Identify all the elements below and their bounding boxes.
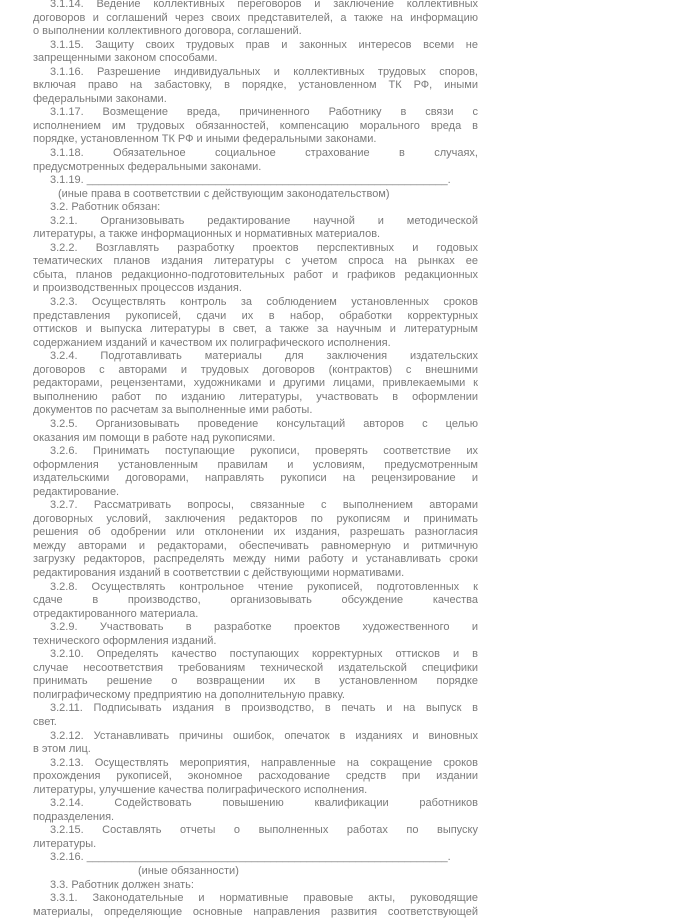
document-line: 3.2.4. Подготавливать материалы для заключения издательских: [50, 350, 478, 363]
document-line: литературы.: [33, 837, 97, 850]
document-line: выполнению работ по изданию литературы, участвовать в оформлении: [33, 390, 478, 403]
document-line: о выполнении коллективного договора, соглашений.: [33, 25, 302, 38]
document-line: 3.2.14. Содействовать повышению квалификации работников: [50, 797, 478, 810]
document-line: 3.2.16. ___________________________________________________________.: [50, 851, 451, 864]
document-line: запрещенными законом способами.: [33, 52, 218, 65]
document-line: и производственных процессов издания.: [33, 282, 242, 295]
document-line: 3.2.12. Устанавливать причины ошибок, опечаток в изданиях и виновных: [50, 729, 478, 742]
document-line: представления рукописей, сдачи их в набор, обработки корректурных: [33, 309, 478, 322]
document-line: тематических планов издания литературы с учетом спроса на рынках ее: [33, 255, 478, 268]
document-line: подразделения.: [33, 810, 115, 823]
document-line: предусмотренных федеральными законами.: [33, 160, 262, 173]
document-line: 3.1.18. Обязательное социальное страхование в случаях,: [50, 147, 478, 160]
document-line: договоров и соглашений через своих представителей, а также на информацию: [33, 11, 478, 24]
document-line: документов по расчетам за выполненные ими работы.: [33, 404, 313, 417]
document-line: 3.3.1. Законодательные и нормативные правовые акты, руководящие: [50, 892, 478, 905]
document-line: 3.2.1. Организовывать редактирование научной и методической: [50, 214, 478, 227]
document-line: (иные обязанности): [138, 865, 239, 877]
document-line: порядке, установленном ТК РФ и иными федеральными законами.: [33, 133, 377, 146]
document-line: содержанием изданий и качеством их полиграфического исполнения.: [33, 336, 391, 349]
document-line: прохождения рукописей, экономное расходование средств при издании: [33, 770, 478, 783]
document-line: 3.2.8. Осуществлять контрольное чтение рукописей, подготовленных к: [50, 580, 478, 593]
document-line: 3.1.16. Разрешение индивидуальных и коллективных трудовых споров,: [50, 65, 478, 78]
document-line: литературы, а также информационных и нормативных материалов.: [33, 228, 381, 241]
document-line: исполнением им трудовых обязанностей, компенсацию морального вреда в: [33, 119, 478, 132]
document-line: 3.2.2. Возглавлять разработку проектов перспективных и годовых: [50, 241, 478, 254]
document-line: между авторами и редакторами, обеспечивать равномерную и ритмичную: [33, 539, 478, 552]
document-line: включая право на забастовку, в порядке, установленном ТК РФ, иными: [33, 79, 478, 92]
document-line: федеральными законами.: [33, 92, 167, 105]
document-line: 3.2.6. Принимать поступающие рукописи, проверять соответствие их: [50, 445, 478, 458]
document-line: 3.1.19. ___________________________________________________________.: [50, 174, 451, 187]
document-line: оформления установленным правилам и условиям, предусмотренным: [33, 458, 478, 471]
document-line: в этом лиц.: [33, 743, 91, 756]
document-line: 3.2.11. Подписывать издания в производство, в печать и на выпуск в: [50, 702, 478, 715]
document-line: принимать решение о возвращении их в установленном порядке: [33, 675, 478, 688]
document-line: полиграфическому предприятию на дополнительную правку.: [33, 688, 345, 701]
document-page: [33, 0, 478, 919]
document-line: отредактированного материала.: [33, 607, 199, 620]
document-line: 3.2.15. Составлять отчеты о выполненных работах по выпуску: [50, 824, 478, 837]
document-line: 3.1.15. Защиту своих трудовых прав и законных интересов всеми не: [50, 38, 478, 51]
document-line: (иные права в соответствии с действующим законодательством): [58, 187, 390, 200]
document-line: литературы, улучшение качества полиграфического исполнения.: [33, 783, 368, 796]
document-line: материалы, определяющие основные направления развития соответствующей: [33, 905, 478, 918]
document-line: загрузку редакторов, распределять между ними работу и устанавливать сроки: [33, 553, 478, 566]
document-line: 3.2.13. Осуществлять мероприятия, направленные на сокращение сроков: [50, 756, 478, 769]
document-line: 3.2.3. Осуществлять контроль за соблюдением установленных сроков: [50, 296, 478, 309]
document-line: 3.2.9. Участвовать в разработке проектов художественного и: [50, 621, 478, 634]
document-line: 3.3. Работник должен знать:: [50, 878, 194, 891]
document-line: договоров с авторами и трудовых договоров (контрактов) с внешними: [33, 363, 478, 376]
document-line: редактирование.: [33, 485, 120, 498]
document-line: 3.2.10. Определять качество поступающих корректурных оттисков и в: [50, 648, 478, 661]
document-line: издательскими договорами, направлять рукописи на рецензирование и: [33, 472, 478, 485]
document-line: оттисков и выпуска литературы в свет, а также за научным и литературным: [33, 323, 478, 336]
document-line: редактирования изданий в соответствии с действующими нормативами.: [33, 566, 405, 579]
document-line: случае несоответствия требованиям технической издательской специфики: [33, 661, 478, 674]
document-line: 3.1.14. Ведение коллективных переговоров и заключение коллективных: [50, 0, 478, 10]
document-line: 3.1.17. Возмещение вреда, причиненного Работнику в связи с: [50, 106, 478, 119]
document-line: технического оформления изданий.: [33, 634, 217, 647]
document-line: редакторами, рецензентами, художниками и другими лицами, привлекаемыми к: [33, 377, 478, 390]
document-line: оказания им помощи в работе над рукописями.: [33, 431, 276, 444]
document-line: 3.2. Работник обязан:: [50, 201, 161, 214]
document-line: сдаче в производство, организовывать обсуждение качества: [33, 594, 478, 607]
document-line: сбыта, планов редакционно-подготовительных работ и графиков редакционных: [33, 268, 478, 281]
document-line: решения об одобрении или отклонении их издания, разрешать разногласия: [33, 526, 478, 539]
document-line: 3.2.5. Организовывать проведение консультаций авторов с целью: [50, 417, 478, 430]
document-line: 3.2.7. Рассматривать вопросы, связанные с выполнением авторами: [50, 499, 478, 512]
document-line: свет.: [33, 715, 57, 728]
document-line: договорных условий, заключения редакторов по рукописям и принимать: [33, 512, 478, 525]
